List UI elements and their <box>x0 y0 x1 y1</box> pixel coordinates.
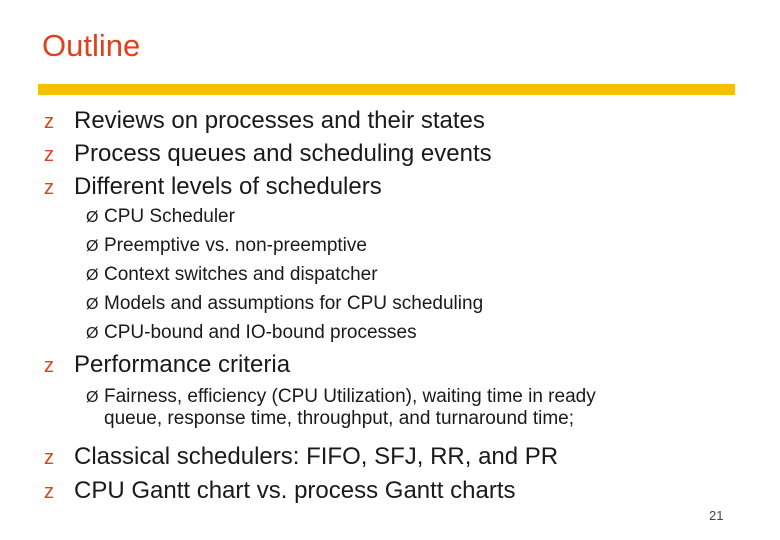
page-number: 21 <box>709 508 724 523</box>
bullet-text: Reviews on processes and their states <box>74 107 485 134</box>
sub-item-text: CPU-bound and IO-bound processes <box>104 322 417 343</box>
bullet-icon: z <box>44 177 54 199</box>
sub-item <box>86 293 483 315</box>
sub-item <box>86 386 596 430</box>
bullet-icon: z <box>44 355 54 377</box>
bullet-item <box>44 107 485 135</box>
sub-item-text-continued: queue, response time, throughput, and turnaround time; <box>104 408 575 429</box>
bullet-icon: z <box>44 447 54 469</box>
bullet-text: Performance criteria <box>74 351 291 378</box>
title-underline <box>38 84 735 95</box>
bullet-item <box>44 173 382 201</box>
sub-item-text: Models and assumptions for CPU scheduling <box>104 293 484 314</box>
sub-item-text: CPU Scheduler <box>104 206 235 227</box>
bullet-icon: z <box>44 481 54 503</box>
sub-item-text: Preemptive vs. non-preemptive <box>104 235 367 256</box>
arrow-bullet-icon: Ø <box>86 209 99 226</box>
bullet-icon: z <box>44 144 54 166</box>
arrow-bullet-icon: Ø <box>86 267 99 284</box>
bullet-item <box>44 443 558 471</box>
arrow-bullet-icon: Ø <box>86 325 99 342</box>
bullet-text: Different levels of schedulers <box>74 173 382 200</box>
bullet-item <box>44 351 290 379</box>
bullet-text: CPU Gantt chart vs. process Gantt charts <box>74 477 516 504</box>
arrow-bullet-icon: Ø <box>86 389 99 406</box>
arrow-bullet-icon: Ø <box>86 238 99 255</box>
bullet-item <box>44 140 492 168</box>
bullet-icon: z <box>44 111 54 133</box>
sub-item-text: Fairness, efficiency (CPU Utilization), waiting time in ready <box>104 386 596 407</box>
sub-item <box>86 322 417 344</box>
bullet-text: Process queues and scheduling events <box>74 140 492 167</box>
sub-item <box>86 264 378 286</box>
arrow-bullet-icon: Ø <box>86 296 99 313</box>
sub-item-text: Context switches and dispatcher <box>104 264 378 285</box>
sub-item <box>86 206 235 228</box>
slide-title: Outline <box>42 28 141 63</box>
bullet-text: Classical schedulers: FIFO, SFJ, RR, and PR <box>74 443 559 470</box>
bullet-item <box>44 477 516 505</box>
sub-item <box>86 235 367 257</box>
